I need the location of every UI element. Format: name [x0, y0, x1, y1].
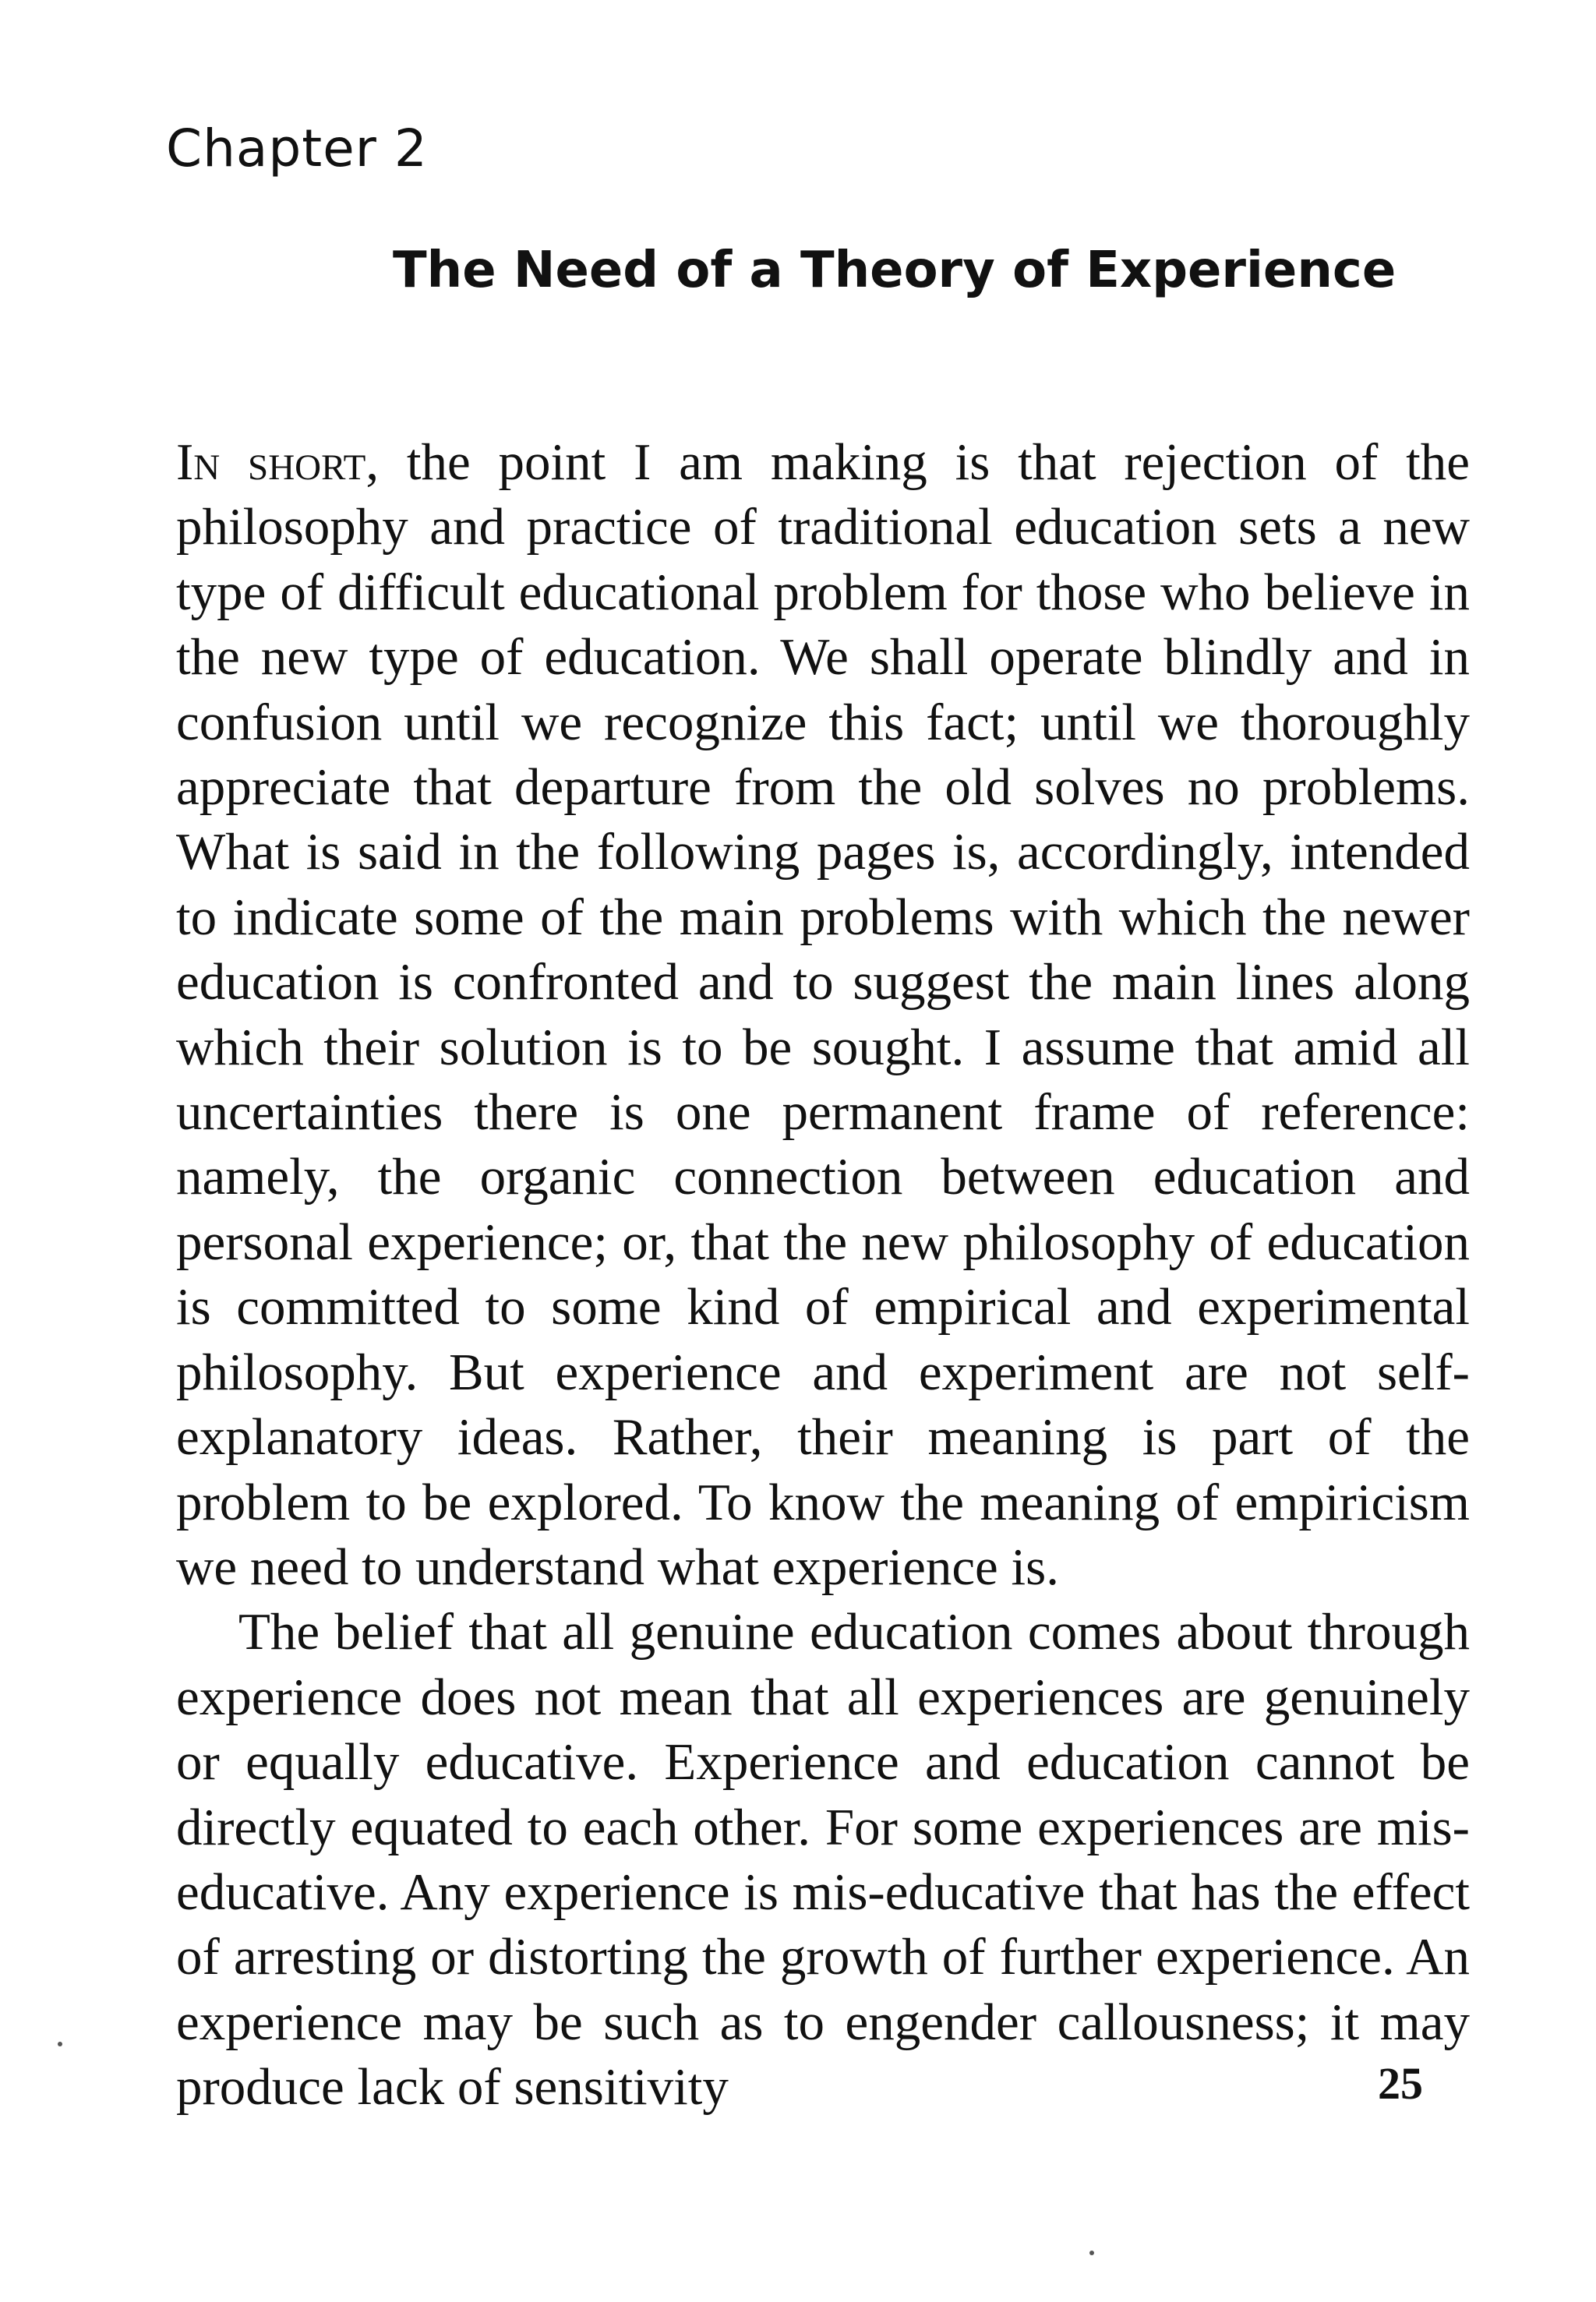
opening-small-caps: In short, [176, 433, 380, 491]
chapter-title: The Need of a Theory of Experience [393, 242, 1396, 299]
paragraph-1 [176, 430, 1470, 1600]
chapter-label: Chapter 2 [166, 118, 428, 178]
print-speck [58, 2042, 62, 2046]
body-text [176, 430, 1470, 2120]
page-number: 25 [1378, 2058, 1423, 2109]
print-speck [1089, 2251, 1094, 2255]
paragraph-1-text: the point I am making is that rejection of the philosophy and practice of traditional education sets a new type of difficult educational problem for those who believe in the new type of education. We shall operate blindly and in confusion until we recognize this fact; until we thoroughly appreciate that departure from the old solves no problems. What is said in the following pages is, accordingly, intended to indicate some of the main problems with which the newer education is confronted and to suggest the main lines along which their solution is to be sought. I assume that amid all uncertainties there is one permanent frame of reference: namely, the organic connection between education and personal experience; or, that the new philosophy of education is committed to some kind of empirical and experimental philosophy. But experience and experiment are not self-explanatory ideas. Rather, their meaning is part of the problem to be explored. To know the meaning of empiricism we need to understand what experience is. [176, 433, 1471, 1596]
paragraph-2: The belief that all genuine education comes about through experience does not mean that all experiences are genuinely or equally educative. Experience and education cannot be directly equated to each other. For some experiences are mis-educative. Any experience is mis-educative that has the effect of arresting or distorting the growth of further experience. An experience may be such as to engender callousness; it may produce lack of sensitivity [176, 1603, 1470, 2117]
